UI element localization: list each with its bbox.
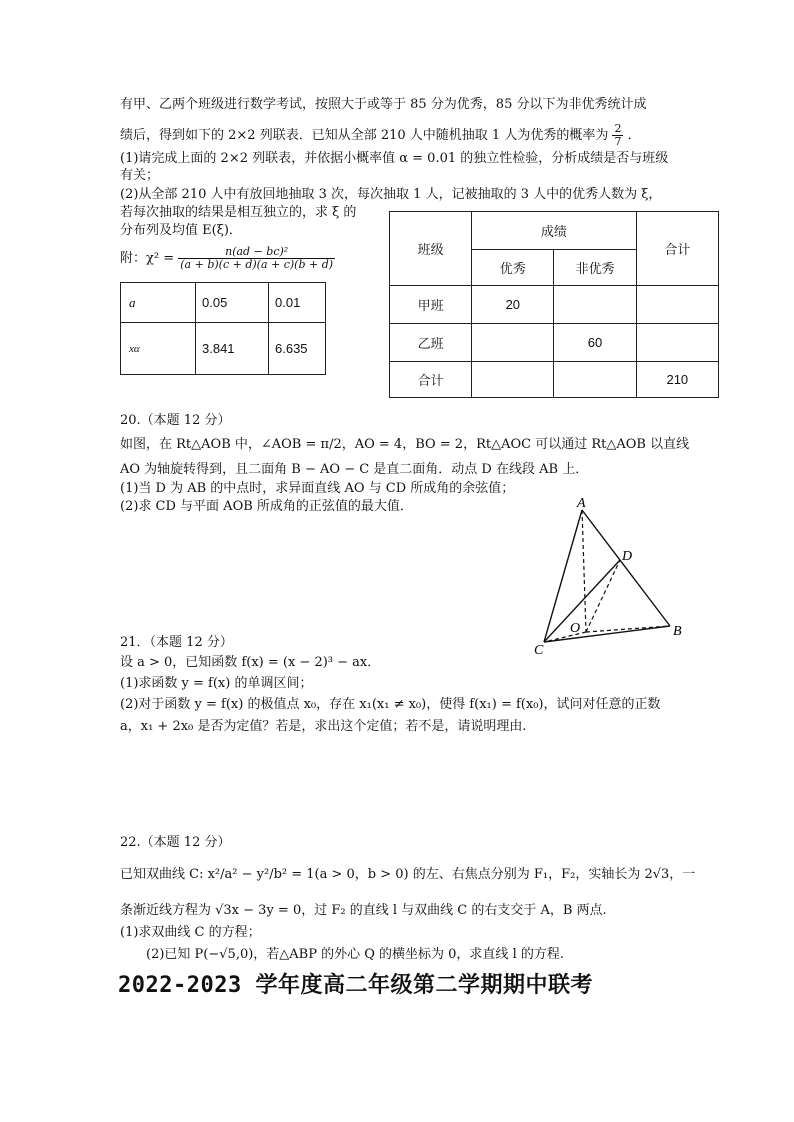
exam-title: 2022-2023 学年度高二年级第二学期期中联考	[118, 973, 593, 998]
q19-part1-a: (1)请完成上面的 2×2 列联表，并依据小概率值 α = 0.01 的独立性检验，分析成绩是否与班级	[120, 151, 669, 166]
edge-CB	[544, 626, 670, 642]
q20-line3: (1)当 D 为 AB 的中点时，求异面直线 AO 与 CD 所成角的余弦值；	[120, 481, 515, 496]
contingency-header-score: 成绩	[472, 212, 636, 250]
q22-heading: 22.（本题 12 分）	[120, 835, 231, 850]
q19-part1-b: 有关；	[120, 168, 160, 183]
label-A: A	[577, 496, 586, 511]
q19-formula	[120, 246, 335, 271]
q20-line1: 如图，在 Rt△AOB 中，∠AOB = π/2，AO = 4，BO = 2，Rt△AOC 可以通过 Rt△AOB 以直线	[120, 437, 690, 452]
contingency-header-notgood: 非优秀	[554, 250, 636, 286]
q19-probability	[612, 123, 623, 148]
alpha-table-cell: a	[121, 283, 196, 323]
contingency-header-total: 合计	[636, 212, 718, 286]
q19-part2-c: 分布列及均值 E(ξ)．	[120, 223, 242, 238]
label-C: C	[534, 643, 544, 658]
q19-probability-num: 2	[614, 122, 622, 135]
alpha-table	[120, 282, 326, 375]
alpha-table-cell: 0.01	[269, 283, 326, 323]
q19-line2-end: ．	[627, 128, 641, 143]
alpha-table-cell: 6.635	[269, 323, 326, 375]
contingency-header-good: 优秀	[472, 250, 554, 286]
edge-AB	[582, 510, 670, 626]
q21-heading: 21．（本题 12 分）	[120, 635, 233, 650]
q19-part2-a: (2)从全部 210 人中有放回地抽取 3 次，每次抽取 1 人，记被抽取的 3 人中的优秀人数为 ξ，	[120, 187, 662, 202]
q19-probability-den: 7	[614, 135, 622, 148]
contingency-cell	[636, 286, 718, 324]
q20-line2: AO 为轴旋转得到，且二面角 B − AO − C 是直二面角．动点 D 在线段 AB 上．	[120, 462, 589, 477]
alpha-table-cell: 0.05	[196, 283, 269, 323]
contingency-header-class: 班级	[390, 212, 472, 286]
q21-line2: (1)求函数 y = f(x) 的单调区间；	[120, 676, 313, 691]
contingency-cell: 甲班	[390, 286, 472, 324]
contingency-cell: 20	[472, 286, 554, 324]
contingency-cell	[472, 362, 554, 398]
contingency-cell	[554, 286, 636, 324]
contingency-cell	[472, 324, 554, 362]
edge-AO	[582, 510, 586, 632]
q21-line3: (2)对于函数 y = f(x) 的极值点 x₀，存在 x₁(x₁ ≠ x₀)，使得 f(x₁) = f(x₀)，试问对任意的正数	[120, 697, 661, 712]
contingency-table	[389, 211, 719, 398]
q22-line1: 已知双曲线 C: x²/a² − y²/b² = 1(a > 0，b > 0) 的左、右焦点分别为 F₁，F₂，实轴长为 2√3，一	[120, 867, 696, 882]
tetrahedron-figure	[520, 494, 700, 664]
alpha-table-cell: 3.841	[196, 323, 269, 375]
label-O: O	[570, 621, 581, 636]
alpha-table-cell: xα	[121, 323, 196, 375]
q19-line1: 有甲、乙两个班级进行数学考试，按照大于或等于 85 分为优秀，85 分以下为非优秀统计成	[120, 97, 647, 112]
label-D: D	[622, 549, 633, 564]
contingency-cell: 乙班	[390, 324, 472, 362]
q19-formula-num: n(ad − bc)²	[178, 246, 335, 259]
q20-heading: 20.（本题 12 分）	[120, 413, 231, 428]
q20-line4: (2)求 CD 与平面 AOB 所成角的正弦值的最大值．	[120, 499, 413, 514]
q19-line2	[120, 123, 641, 148]
q22-line4: (2)已知 P(−√5,0)，若△ABP 的外心 Q 的横坐标为 0，求直线 l 的方程.	[146, 947, 564, 962]
q19-formula-fraction	[178, 246, 335, 271]
q19-line2-text: 绩后，得到如下的 2×2 列联表．已知从全部 210 人中随机抽取 1 人为优秀的概率为	[120, 128, 609, 143]
q21-line4: a，x₁ + 2x₀ 是否为定值？若是，求出这个定值；若不是，请说明理由.	[120, 719, 527, 734]
q21-line1: 设 a > 0，已知函数 f(x) = (x − 2)³ − ax．	[120, 655, 381, 670]
contingency-cell: 210	[636, 362, 718, 398]
edge-OD	[586, 560, 620, 632]
q19-formula-label: 附：χ² =	[120, 251, 175, 266]
contingency-cell	[554, 362, 636, 398]
contingency-cell	[636, 324, 718, 362]
q22-line2: 条渐近线方程为 √3x − 3y = 0，过 F₂ 的直线 l 与双曲线 C 的右支交于 A，B 两点.	[120, 903, 607, 918]
q22-line3: (1)求双曲线 C 的方程；	[120, 925, 261, 940]
contingency-cell: 合计	[390, 362, 472, 398]
label-B: B	[673, 624, 682, 639]
contingency-cell: 60	[554, 324, 636, 362]
q19-part2-b: 若每次抽取的结果是相互独立的，求 ξ 的	[120, 205, 357, 220]
q19-formula-den: (a + b)(c + d)(a + c)(b + d)	[180, 258, 334, 271]
